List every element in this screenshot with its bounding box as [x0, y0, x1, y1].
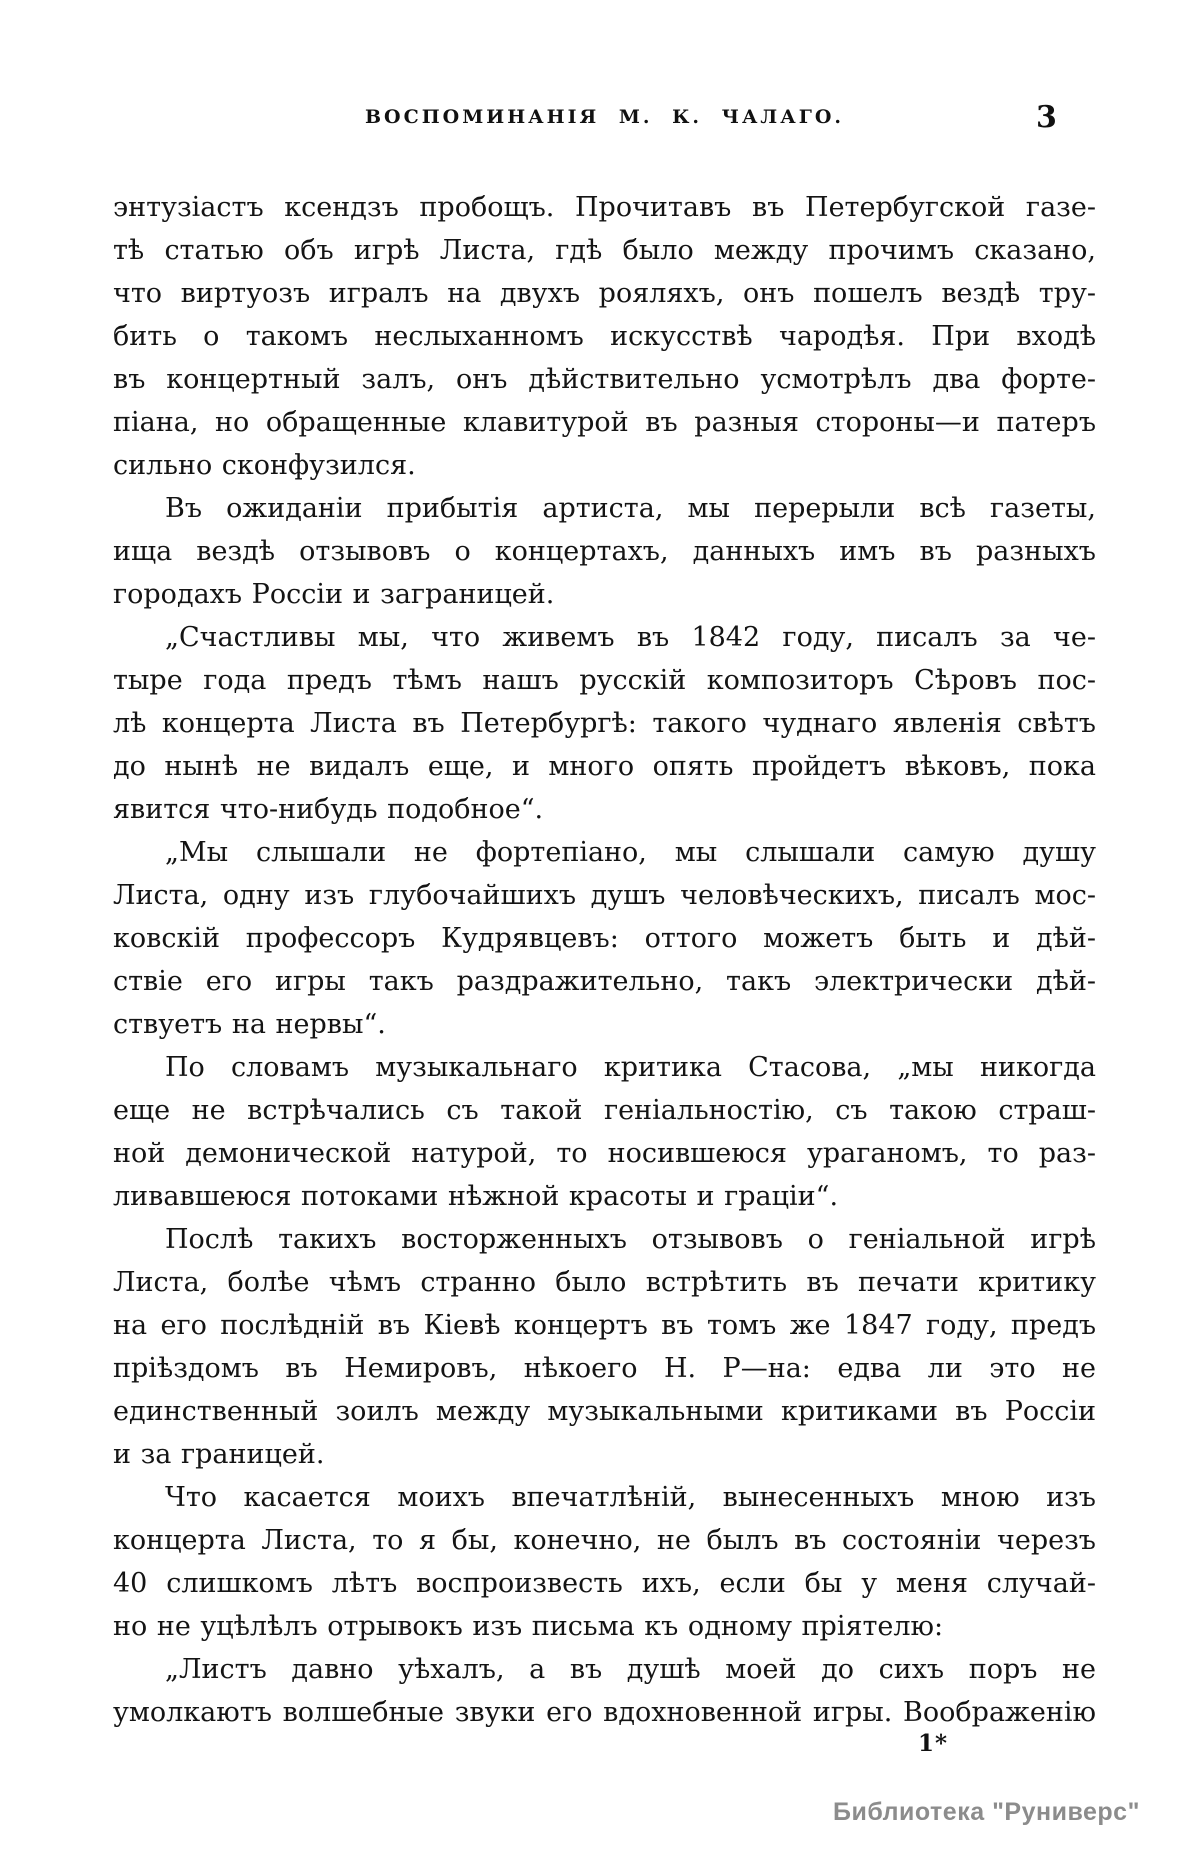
text-line: ной демонической натурой, то носившеюся ураганомъ, то раз-	[113, 1138, 1096, 1169]
text-line: но не уцѣлѣлъ отрывокъ изъ письма къ одному пріятелю:	[113, 1611, 944, 1642]
text-line: что виртуозъ игралъ на двухъ рояляхъ, онъ пошелъ вездѣ тру-	[113, 278, 1096, 309]
text-line: ствуетъ на нервы“.	[113, 1009, 386, 1040]
text-line: „Счастливы мы, что живемъ въ 1842 году, писалъ за че-	[165, 622, 1096, 653]
signature-mark: 1*	[918, 1730, 949, 1757]
text-line: „Мы слышали не фортепіано, мы слышали самую душу	[165, 837, 1096, 868]
page-text	[113, 186, 1096, 1734]
text-line: энтузіастъ ксендзъ пробощъ. Прочитавъ въ Петербугской газе-	[113, 192, 1096, 223]
text-line: сильно сконфузился.	[113, 450, 416, 481]
text-line: умолкаютъ волшебные звуки его вдохновенной игры. Воображенію	[113, 1697, 1096, 1728]
text-line: и за границей.	[113, 1439, 325, 1470]
text-line: лѣ концерта Листа въ Петербургѣ: такого чуднаго явленія свѣтъ	[113, 708, 1096, 739]
text-line: Что касается моихъ впечатлѣній, вынесенныхъ мною изъ	[165, 1482, 1096, 1513]
text-line: Послѣ такихъ восторженныхъ отзывовъ о геніальной игрѣ	[165, 1224, 1096, 1255]
text-line: явится что-нибудь подобное“.	[113, 794, 544, 825]
text-line: еще не встрѣчались съ такой геніальностію, съ такою страш-	[113, 1095, 1096, 1126]
text-line: городахъ Россіи и заграницей.	[113, 579, 555, 610]
text-line: концерта Листа, то я бы, конечно, не былъ въ состояніи черезъ	[113, 1525, 1096, 1556]
text-line: до нынѣ не видалъ еще, и много опять пройдетъ вѣковъ, пока	[113, 751, 1096, 782]
text-line: тѣ статью объ игрѣ Листа, гдѣ было между прочимъ сказано,	[113, 235, 1096, 266]
text-line: „Листъ давно уѣхалъ, а въ душѣ моей до сихъ поръ не	[165, 1654, 1096, 1685]
text-line: Листа, одну изъ глубочайшихъ душъ человѣческихъ, писалъ мос-	[113, 880, 1096, 911]
text-line: пріѣздомъ въ Немировъ, нѣкоего Н. Р—на: едва ли это не	[113, 1353, 1096, 1384]
text-line: тыре года предъ тѣмъ нашъ русскій композиторъ Сѣровъ пос-	[113, 665, 1096, 696]
text-line: По словамъ музыкальнаго критика Стасова, „мы никогда	[165, 1052, 1096, 1083]
text-line: Въ ожиданіи прибытія артиста, мы перерыли всѣ газеты,	[165, 493, 1096, 524]
text-line: ствіе его игры такъ раздражительно, такъ электрически дѣй-	[113, 966, 1096, 997]
text-line: на его послѣдній въ Кіевѣ концертъ въ томъ же 1847 году, предъ	[113, 1310, 1096, 1341]
text-line: 40 слишкомъ лѣтъ воспроизвесть ихъ, если бы у меня случай-	[113, 1568, 1096, 1599]
library-watermark: Библиотека "Руниверс"	[833, 1798, 1140, 1826]
text-line: ливавшеюся потоками нѣжной красоты и граціи“.	[113, 1181, 839, 1212]
text-line: ища вездѣ отзывовъ о концертахъ, данныхъ имъ въ разныхъ	[113, 536, 1096, 567]
running-header-title: ВОСПОМИНАНІЯ М. К. ЧАЛАГО.	[364, 106, 844, 128]
text-line: бить о такомъ неслыханномъ искусствѣ чародѣя. При входѣ	[113, 321, 1096, 352]
text-line: ковскій профессоръ Кудрявцевъ: оттого можетъ быть и дѣй-	[113, 923, 1096, 954]
page-number: 3	[1036, 100, 1057, 135]
text-line: піана, но обращенные клавитурой въ разныя стороны—и патеръ	[113, 407, 1096, 438]
text-line: Листа, болѣе чѣмъ странно было встрѣтить въ печати критику	[113, 1267, 1096, 1298]
text-line: единственный зоилъ между музыкальными критиками въ Россіи	[113, 1396, 1096, 1427]
text-line: въ концертный залъ, онъ дѣйствительно усмотрѣлъ два форте-	[113, 364, 1096, 395]
